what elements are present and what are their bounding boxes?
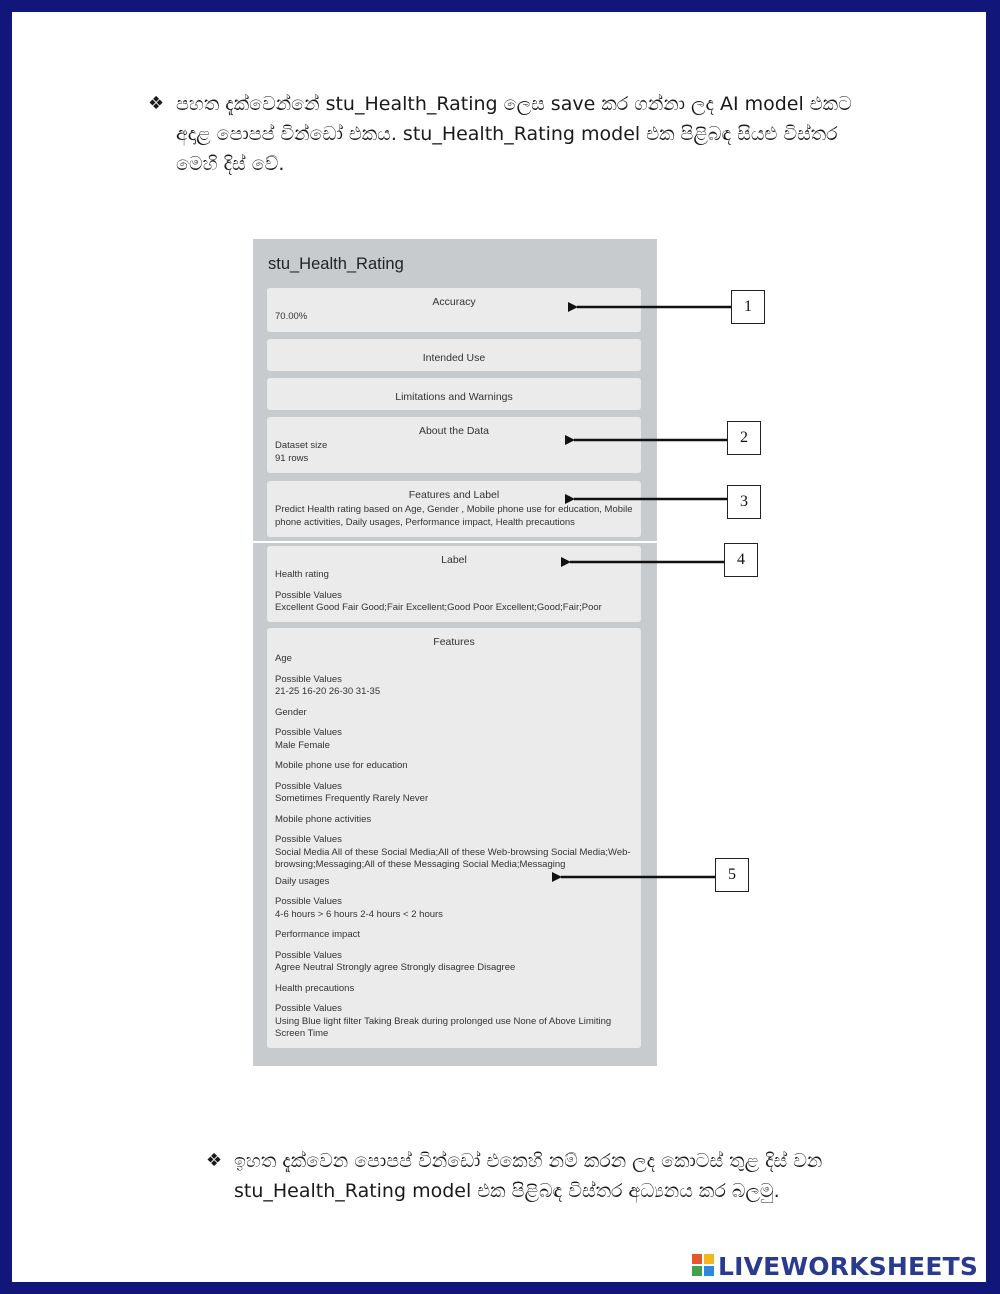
outro-text: ඉහත දැක්වෙන පොපප් වින්ඩෝ එකෙහි නම් කරන ලද කොටස් තුළ දිස් වන stu_Health_Rating model එක පිළිබඳ විස්තර අධ්‍යනය කර බලමු. bbox=[234, 1150, 823, 1202]
dataset-size-value: 91 rows bbox=[275, 452, 309, 464]
callout-box-3: 3 bbox=[727, 485, 761, 519]
diamond-bullet-icon: ❖ bbox=[148, 93, 165, 114]
possible-values-label: Possible Values bbox=[275, 834, 342, 845]
features-and-label-heading: Features and Label bbox=[408, 489, 500, 501]
features-and-label-text: Predict Health rating based on Age, Gender , Mobile phone use for education, Mobile phone activities, Daily usages, Performance impact, Health precautions bbox=[275, 504, 633, 528]
possible-values-label: Possible Values bbox=[275, 1003, 342, 1014]
feature-name: Performance impact bbox=[275, 929, 361, 940]
about-data-heading: About the Data bbox=[418, 425, 490, 437]
accuracy-value: 70.00% bbox=[275, 311, 308, 322]
feature-name: Mobile phone use for education bbox=[275, 760, 408, 771]
model-popup-window bbox=[253, 239, 657, 1066]
label-possible-values: Excellent Good Fair Good;Fair Excellent;Good Poor Excellent;Good;Fair;Poor bbox=[275, 602, 602, 613]
possible-values-label: Possible Values bbox=[275, 949, 342, 961]
callout-box-2: 2 bbox=[727, 421, 761, 455]
intro-text: පහත දැක්වෙන්නේ stu_Health_Rating ලෙස save කර ගන්නා ලද AI model එකට අදාළ පොපප් වින්ඩෝ එකය. stu_Health_Rating model එක පිළිබඳ සියළු විස්තර මෙහි දිස් වේ. bbox=[176, 93, 852, 175]
label-card[interactable] bbox=[267, 546, 641, 622]
intended-use-card[interactable] bbox=[267, 339, 641, 371]
dataset-size-label: Dataset size bbox=[275, 440, 328, 451]
liveworksheets-logo-icon bbox=[692, 1254, 716, 1278]
limitations-heading: Limitations and Warnings bbox=[395, 391, 513, 403]
possible-values-label: Possible Values bbox=[275, 589, 342, 601]
feature-name: Health precautions bbox=[275, 982, 355, 994]
diamond-bullet-icon: ❖ bbox=[206, 1150, 223, 1171]
feature-possible-values: Social Media All of these Social Media;All of these Web-browsing Social Media;Web-browsing;Messaging;All of these Messaging Social Media;Messaging bbox=[275, 846, 631, 870]
intended-use-heading: Intended Use bbox=[422, 352, 486, 364]
intro-paragraph bbox=[148, 89, 876, 179]
liveworksheets-logo[interactable] bbox=[692, 1252, 978, 1284]
screenshot-seam bbox=[253, 541, 657, 543]
limitations-card[interactable] bbox=[267, 378, 641, 410]
feature-possible-values: Using Blue light filter Taking Break during prolonged use None of Above Limiting Screen Time bbox=[275, 1015, 612, 1039]
about-data-card[interactable] bbox=[267, 417, 641, 473]
features-heading: Features bbox=[433, 636, 475, 648]
outro-paragraph bbox=[206, 1146, 894, 1206]
accuracy-heading: Accuracy bbox=[432, 296, 476, 308]
possible-values-label: Possible Values bbox=[275, 896, 342, 907]
popup-title: stu_Health_Rating bbox=[268, 255, 404, 273]
feature-name: Mobile phone activities bbox=[275, 813, 372, 825]
possible-values-label: Possible Values bbox=[275, 727, 342, 738]
feature-possible-values: Agree Neutral Strongly agree Strongly disagree Disagree bbox=[275, 962, 516, 973]
accuracy-card[interactable] bbox=[267, 288, 641, 332]
feature-name: Gender bbox=[275, 706, 307, 718]
feature-name: Age bbox=[275, 653, 292, 664]
label-name: Health rating bbox=[275, 569, 329, 580]
callout-box-5: 5 bbox=[715, 858, 749, 892]
possible-values-label: Possible Values bbox=[275, 673, 342, 685]
feature-possible-values: Male Female bbox=[275, 739, 330, 751]
possible-values-label: Possible Values bbox=[275, 780, 342, 792]
callout-box-1: 1 bbox=[731, 290, 765, 324]
feature-possible-values: Sometimes Frequently Rarely Never bbox=[275, 793, 429, 804]
features-and-label-card[interactable] bbox=[267, 481, 641, 537]
features-card[interactable] bbox=[267, 628, 641, 1048]
feature-possible-values: 21-25 16-20 26-30 31-35 bbox=[275, 686, 381, 697]
logo-text: LIVEWORKSHEETS bbox=[718, 1252, 979, 1281]
feature-possible-values: 4-6 hours > 6 hours 2-4 hours < 2 hours bbox=[275, 908, 443, 920]
feature-name: Daily usages bbox=[275, 875, 330, 887]
callout-box-4: 4 bbox=[724, 543, 758, 577]
label-heading: Label bbox=[441, 554, 467, 566]
